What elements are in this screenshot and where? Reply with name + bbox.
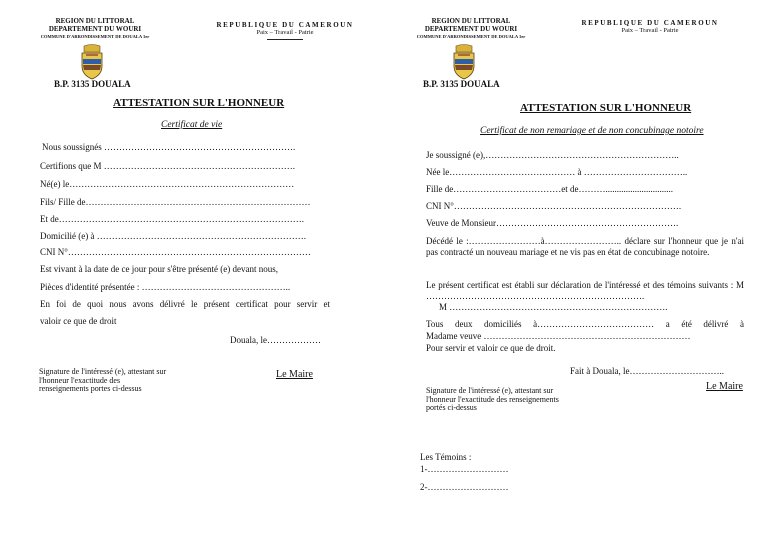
right-field-cni: CNI N°………………………………………………………………….	[426, 201, 682, 211]
left-motto: Paix – Travail - Patrie	[256, 29, 314, 36]
right-witness-2: 2-………………………	[420, 482, 509, 492]
right-witness-m2: M ……………………………………………………………….	[439, 302, 668, 312]
left-closing-line1: En foi de quoi nous avons délivré le présent certificat pour servir et	[40, 299, 330, 309]
left-field-domiciled: Domicilié (e) à …………………………………………………………….	[40, 231, 306, 241]
right-field-born: Née le…………………………………… à ……………………………..	[426, 167, 688, 177]
right-deceased-declaration: Décédé le :……………………à…………………….. déclare sur l'honneur que je n'ai pas contracté un nouveau mariage et ne vis pas en état de concubinage notoire.	[426, 236, 744, 257]
right-republic: REPUBLIQUE DU CAMEROUN	[581, 19, 719, 27]
left-closing-line2: valoir ce que de droit	[40, 316, 117, 326]
left-mayor-label: Le Maire	[276, 369, 313, 380]
right-coat-of-arms-icon	[450, 44, 478, 80]
left-field-born: Né(e) le…………………………………………………………………	[40, 179, 295, 189]
left-title: ATTESTATION SUR L'HONNEUR	[113, 97, 285, 109]
right-title: ATTESTATION SUR L'HONNEUR	[520, 102, 692, 114]
right-admin-header	[404, 17, 538, 41]
left-date-line: Douala, le………………	[230, 335, 321, 345]
right-witness-1: 1-………………………	[420, 464, 509, 474]
left-field-child-of: Fils/ Fille de…………………………………………………………………	[40, 197, 311, 207]
right-region: REGION DU LITTORAL	[431, 17, 511, 25]
right-republic-header	[575, 19, 725, 35]
right-date-line: Fait à Douala, le…………………………..	[570, 366, 724, 376]
left-field-certify: Certifions que M ……………………………………………………….	[40, 161, 295, 171]
left-republic: REPUBLIQUE DU CAMEROUN	[216, 21, 354, 29]
right-department: DEPARTEMENT DU WOURI	[424, 25, 518, 33]
left-coat-of-arms-icon	[78, 44, 106, 80]
right-domicile-line1: Tous deux domiciliés à………………………………… a été délivré à	[426, 319, 744, 329]
right-commune: COMMUNE D'ARRONDISSEMENT DE DOUALA 1er	[416, 34, 526, 39]
left-commune: COMMUNE D'ARRONDISSEMENT DE DOUALA 1er	[40, 34, 150, 39]
right-witness-intro: Le présent certificat est établi sur déclaration de l'intéressé et des témoins suivants : M ……………………………………………………………….	[426, 280, 744, 301]
left-admin-header	[28, 17, 162, 41]
left-po-box: B.P. 3135 DOUALA	[54, 79, 131, 89]
left-alive-statement: Est vivant à la date de ce jour pour s'être présenté (e) devant nous,	[40, 264, 279, 274]
right-field-undersigned: Je soussigné (e),………………………………………………………..	[426, 150, 679, 160]
right-serve-statement: Pour servir et valoir ce que de droit.	[426, 343, 556, 353]
right-witnesses-label: Les Témoins :	[420, 452, 472, 462]
left-republic-header	[210, 21, 360, 40]
left-field-and-of: Et de……………………………………………………………………….	[40, 214, 304, 224]
left-signature-note: Signature de l'intéressé (e), attestant sur l'honneur l'exactitude des renseignements portes ci-dessus	[39, 367, 167, 393]
left-id-documents: Pièces d'identité présentée : …………………………………………..	[40, 282, 291, 292]
left-subtitle: Certificat de vie	[161, 120, 223, 130]
left-department: DEPARTEMENT DU WOURI	[48, 25, 142, 33]
right-subtitle: Certificat de non remariage et de non concubinage notoire	[480, 126, 704, 136]
right-po-box: B.P. 3135 DOUALA	[423, 79, 500, 89]
right-field-daughter-of: Fille de………………………………et de………..............................	[426, 184, 673, 194]
left-field-signatories: Nous soussignés ……………………………………………………….	[42, 142, 296, 152]
left-field-cni: CNI N°………………………………………………………………………	[40, 247, 311, 257]
right-mayor-label: Le Maire	[706, 381, 743, 392]
left-region: REGION DU LITTORAL	[55, 17, 135, 25]
right-field-widow-of: Veuve de Monsieur…………………………………………………….	[426, 218, 679, 228]
right-motto: Paix – Travail - Patrie	[621, 27, 679, 34]
left-header-underline	[267, 39, 303, 40]
right-domicile-line2: Madame veuve ……………………………………………………………	[426, 331, 691, 341]
right-signature-note: Signature de l'intéressé (e), attestant sur l'honneur l'exactitude des renseignements portés ci-dessus	[426, 386, 559, 412]
